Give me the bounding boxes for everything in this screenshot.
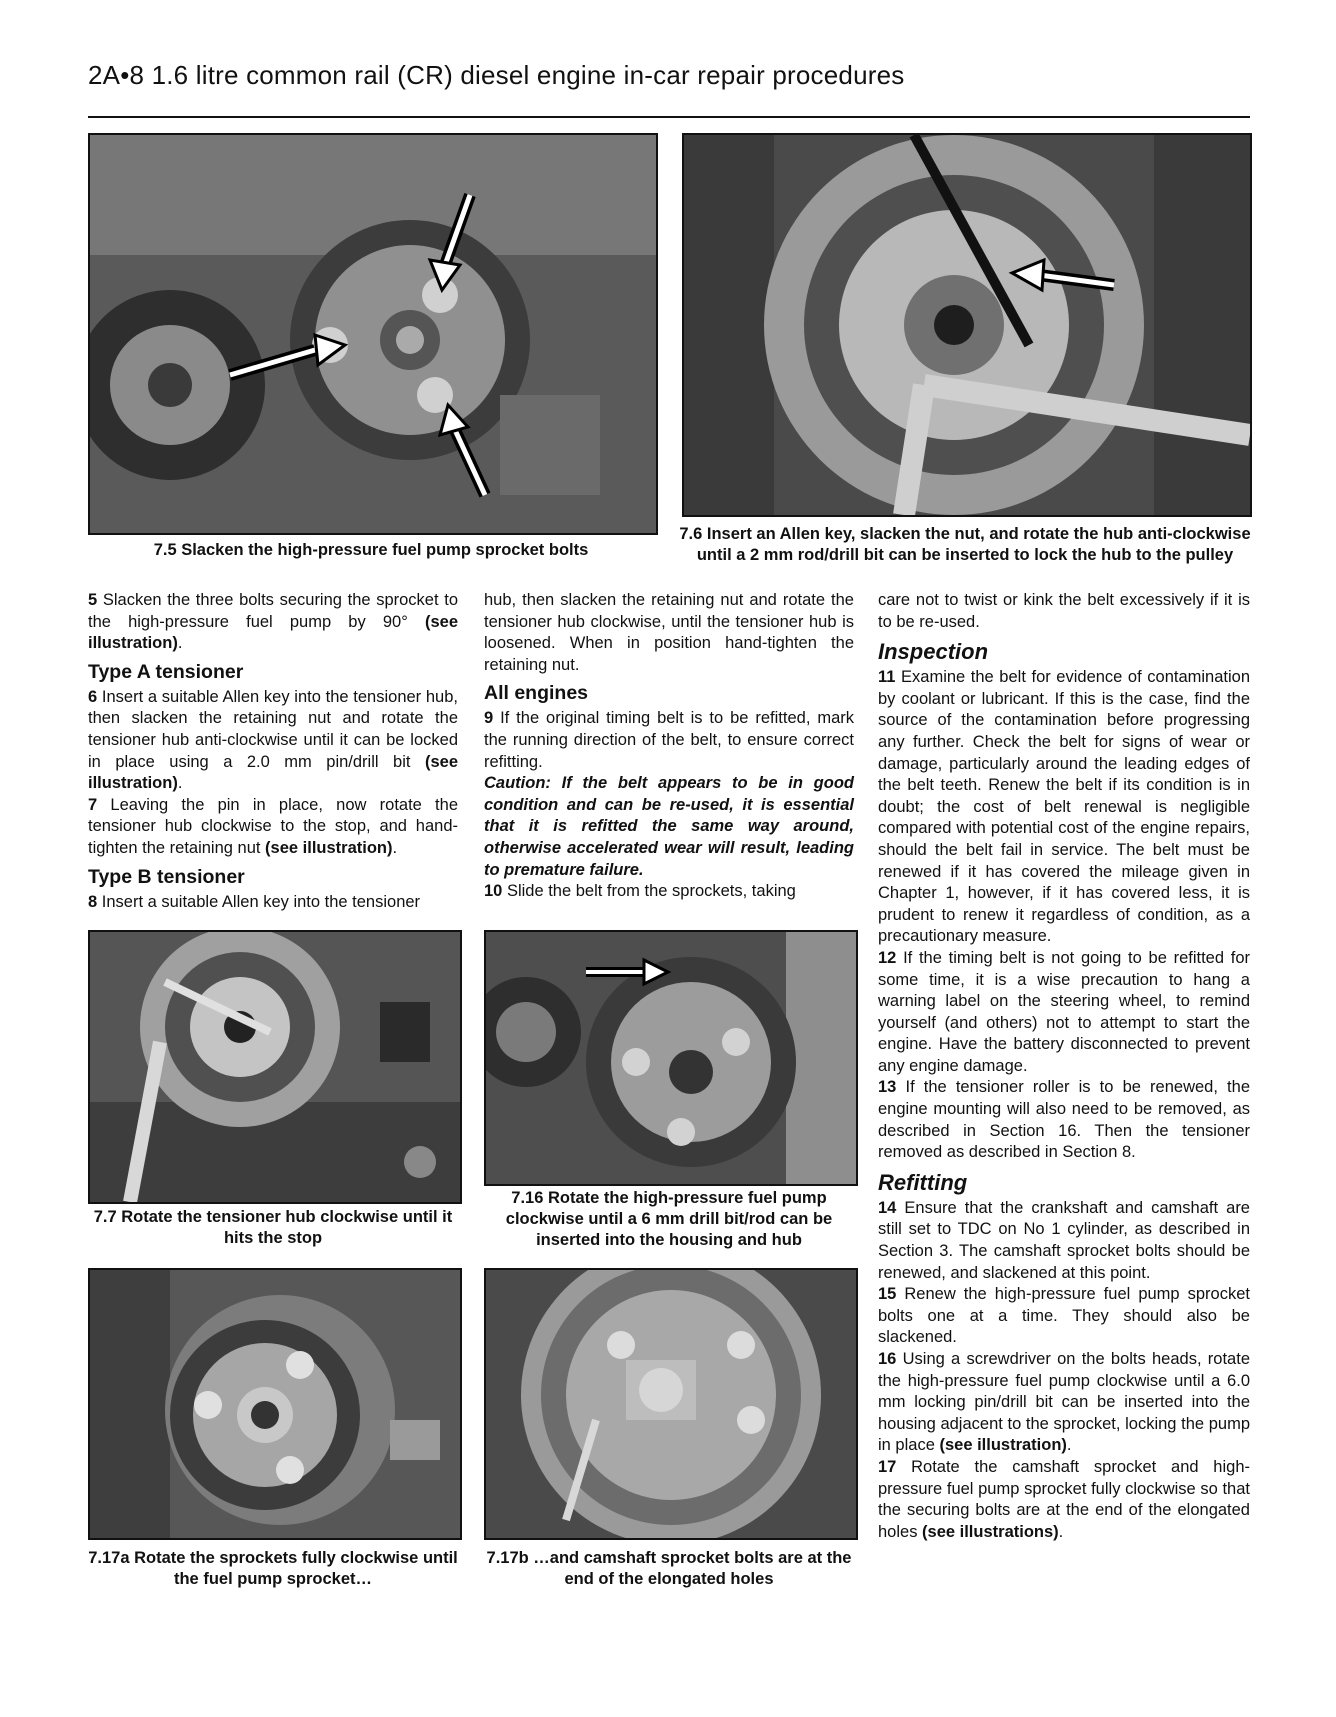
punctuation: . <box>392 838 398 857</box>
caption-7-16: 7.16 Rotate the high-pressure fuel pump clockwise until a 6 mm drill bit/rod can be inserted into the housing and hub <box>505 1189 833 1249</box>
step-text: Ensure that the crankshaft and camshaft are still set to TDC on No 1 cylinder, as described in Section 3. The camshaft sprocket bolts should be renewed, and slackened at this point. <box>878 1198 1250 1282</box>
see-illustration-link[interactable]: (see illustration) <box>88 612 458 653</box>
caption-7-17a: 7.17a Rotate the sprockets fully clockwise until the fuel pump sprocket… <box>88 1549 458 1588</box>
punctuation: . <box>1066 1436 1072 1455</box>
step-number: 14 <box>878 1198 897 1217</box>
step-number: 13 <box>878 1078 897 1097</box>
page-header <box>88 58 1250 118</box>
see-illustration-link[interactable]: (see illustration) <box>265 838 393 857</box>
caution-note: Caution: If the belt appears to be in good condition and can be re-used, it is essential that it is refitted the same way around, otherwise accelerated wear will result, leading to premature failure. <box>484 774 854 879</box>
photo-7-17a <box>88 1268 462 1540</box>
step-text: Insert a suitable Allen key into the tensioner hub, then slacken the retaining nut and rotate the tensioner hub anti-clockwise until it can be locked in place using a 2.0 mm pin/drill bit <box>88 687 458 771</box>
photo-7-16 <box>484 930 858 1186</box>
step-number: 10 <box>484 882 503 901</box>
caption-7-6: 7.6 Insert an Allen key, slacken the nut, and rotate the hub anti-clockwise until a 2 mm rod/drill bit can be inserted to lock the hub to the pulley <box>679 525 1251 564</box>
sprocket-bolts-photo <box>90 135 656 533</box>
step-number: 5 <box>88 591 98 609</box>
step-text: If the tensioner roller is to be renewed, the engine mounting will also need to be removed, as described in Section 16. Then the tensioner removed as described in Section 8. <box>878 1078 1250 1162</box>
step-number: 16 <box>878 1350 897 1368</box>
step-text: If the timing belt is not going to be refitted for some time, it is a wise precaution to hang a warning label on the steering wheel, to remind yourself (and others) not to attempt to start the engine. Have the battery disconnected to prevent any engine damage. <box>878 948 1250 1075</box>
paragraph-15 <box>878 1284 1250 1349</box>
step-number: 15 <box>878 1285 897 1304</box>
fuel-pump-drill-bit-photo <box>486 932 856 1184</box>
step-number: 9 <box>484 709 494 728</box>
paragraph-10-continued: care not to twist or kink the belt excessively if it is to be re-used. <box>878 591 1250 631</box>
paragraph-16 <box>878 1349 1250 1457</box>
step-text: Slide the belt from the sprockets, taking <box>502 882 796 901</box>
heading-all-engines: All engines <box>484 682 589 705</box>
paragraph-7 <box>88 795 458 860</box>
step-number: 8 <box>88 892 98 911</box>
heading-inspection: Inspection <box>878 639 989 665</box>
paragraph-11 <box>878 667 1250 948</box>
see-illustration-link[interactable]: (see illustration) <box>88 752 458 793</box>
paragraph-13 <box>878 1077 1250 1163</box>
page-title: 2A•8 1.6 litre common rail (CR) diesel engine in-car repair procedures <box>88 60 905 90</box>
step-text: Using a screwdriver on the bolts heads, rotate the high-pressure fuel pump clockwise until a 6.0 mm locking pin/drill bit can be inserted into the housing adjacent to the sprocket, locking the pump in place <box>878 1350 1250 1455</box>
caption-7-17b: 7.17b …and camshaft sprocket bolts are at the end of the elongated holes <box>486 1549 852 1588</box>
punctuation: . <box>177 774 183 793</box>
step-text: If the original timing belt is to be refitted, mark the running direction of the belt, to ensure correct refitting. <box>484 709 854 771</box>
step-number: 11 <box>878 668 896 687</box>
step-number: 7 <box>88 795 98 814</box>
step-text: Examine the belt for evidence of contamination by coolant or lubricant. If this is the case, find the source of the contamination before progressing any further. Check the belt for signs of wear or damage, particularly around the leading edges of the belt teeth. Renew the belt if its condition is in doubt; the cost of belt renewal is negligible compared with potential cost of the engine repairs, should the belt fail in service. The belt must be renewed if it has covered the mileage given in Chapter 1, however, if it has covered less, it is prudent to renew it regardless of condition, as a precautionary measure. <box>878 668 1250 946</box>
paragraph-5 <box>88 590 458 655</box>
photo-7-6 <box>682 133 1252 517</box>
step-text: Rotate the camshaft sprocket and high-pressure fuel pump sprocket fully clockwise so that the securing bolts are at the end of the elongated holes <box>878 1457 1250 1541</box>
tensioner-allen-key-photo <box>684 135 1250 515</box>
paragraph-8-continued: hub, then slacken the retaining nut and rotate the tensioner hub clockwise, until the tensioner hub is loosened. When in position hand-tighten the retaining nut. <box>484 591 854 674</box>
tensioner-clockwise-photo <box>90 932 460 1202</box>
photo-7-17b <box>484 1268 858 1540</box>
caption-7-7: 7.7 Rotate the tensioner hub clockwise until it hits the stop <box>93 1208 453 1247</box>
heading-refitting: Refitting <box>878 1169 968 1195</box>
text-column-2 <box>484 590 854 903</box>
paragraph-10 <box>484 881 854 903</box>
paragraph-6 <box>88 687 458 795</box>
see-illustration-link[interactable]: (see illustration) <box>939 1436 1067 1455</box>
paragraph-12 <box>878 948 1250 1078</box>
photo-7-5 <box>88 133 658 535</box>
punctuation: . <box>177 634 183 653</box>
step-number: 17 <box>878 1457 897 1476</box>
step-text: Leaving the pin in place, now rotate the tensioner hub clockwise to the stop, and hand-tighten the retaining nut <box>88 795 458 857</box>
step-text: Insert a suitable Allen key into the tensioner <box>97 892 421 911</box>
punctuation: . <box>1058 1522 1064 1541</box>
camshaft-sprocket-photo <box>486 1270 856 1538</box>
paragraph-9 <box>484 708 854 773</box>
step-text: Renew the high-pressure fuel pump sprocket bolts one at a time. They should also be slackened. <box>878 1285 1250 1347</box>
step-number: 6 <box>88 687 98 706</box>
heading-type-a-tensioner: Type A tensioner <box>88 660 244 683</box>
paragraph-8 <box>88 892 458 914</box>
heading-type-b-tensioner: Type B tensioner <box>88 865 245 888</box>
step-number: 12 <box>878 948 897 967</box>
photo-7-7 <box>88 930 462 1204</box>
paragraph-14 <box>878 1198 1250 1284</box>
paragraph-17 <box>878 1457 1250 1543</box>
sprockets-clockwise-photo <box>90 1270 460 1538</box>
see-illustrations-link[interactable]: (see illustrations) <box>922 1522 1059 1541</box>
caption-7-5: 7.5 Slacken the high-pressure fuel pump sprocket bolts <box>153 541 589 559</box>
text-column-3 <box>878 590 1250 1543</box>
step-text: Slacken the three bolts securing the sprocket to the high-pressure fuel pump by 90° <box>88 591 458 631</box>
text-column-1 <box>88 590 458 913</box>
